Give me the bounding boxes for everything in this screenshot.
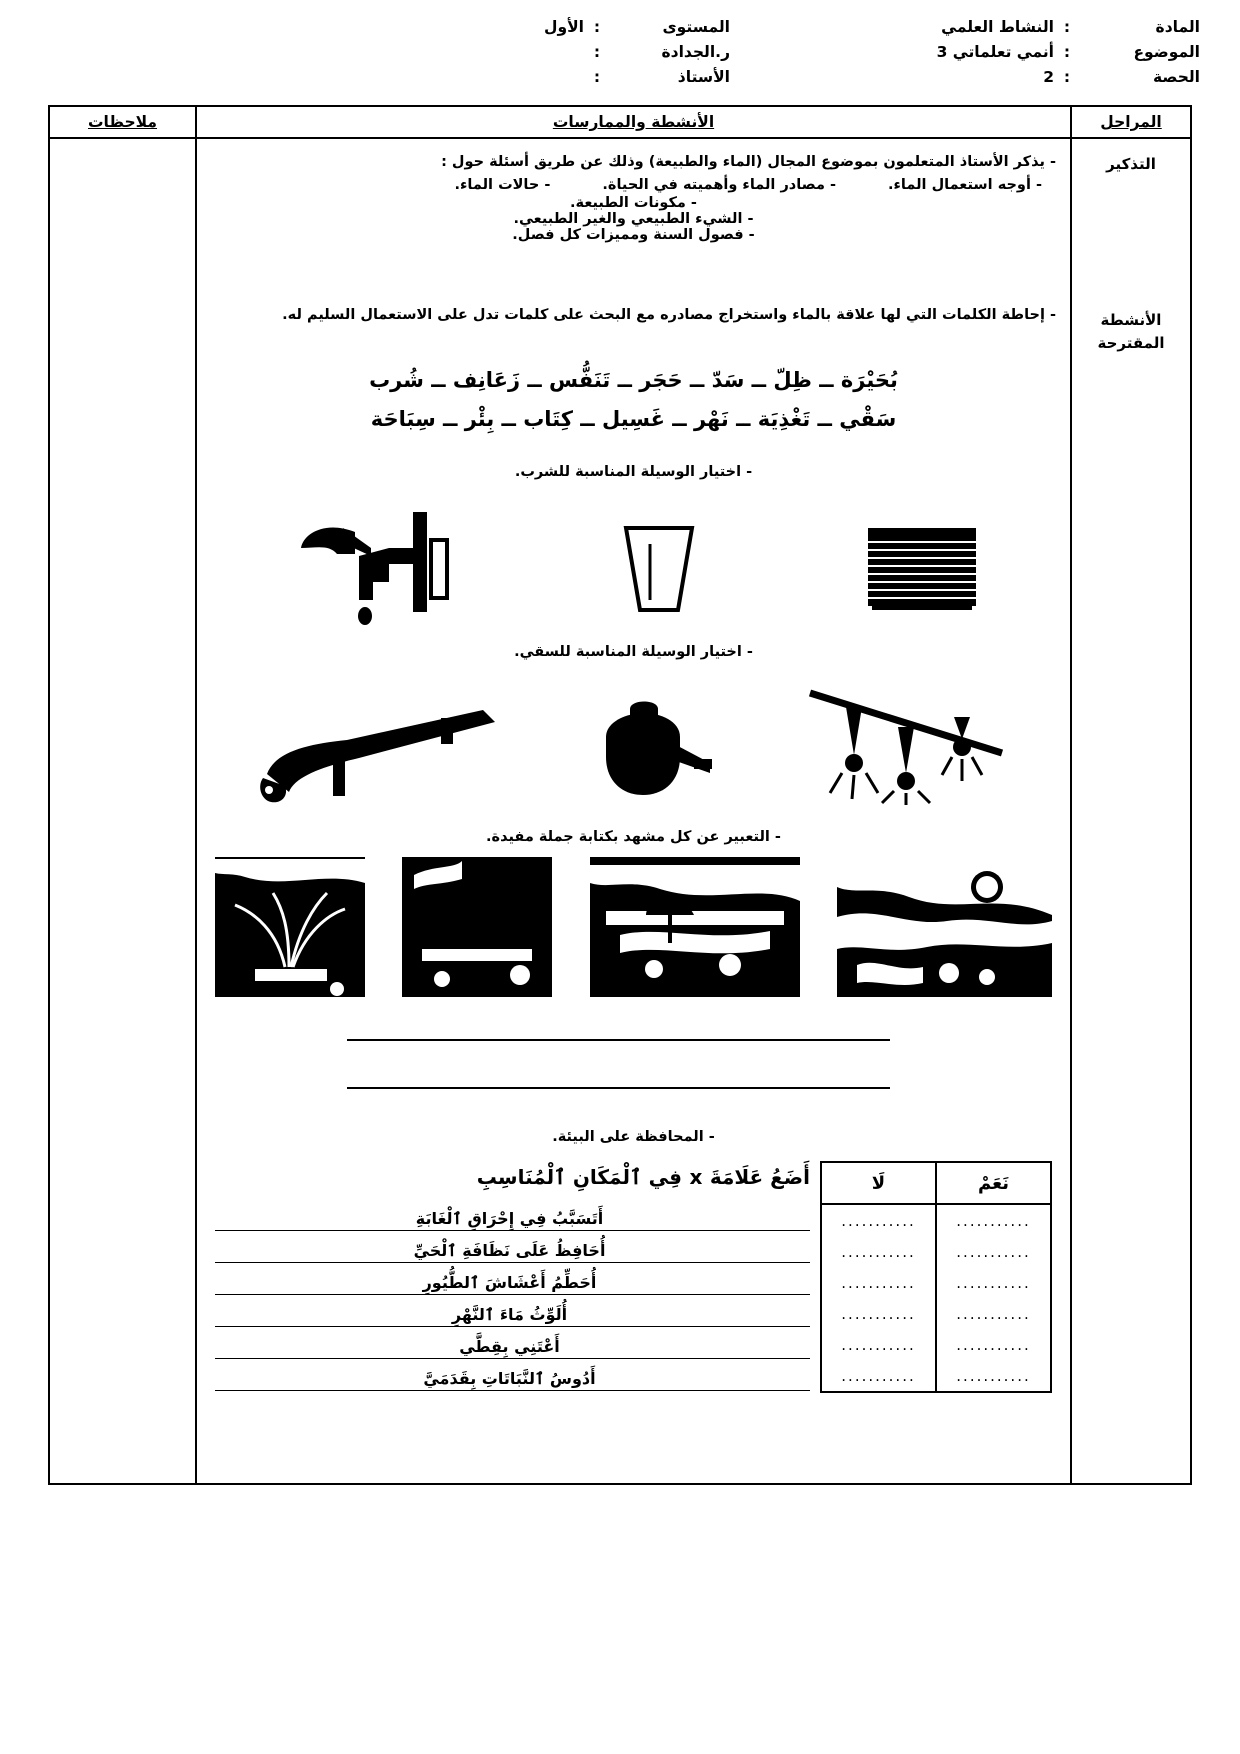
stage-label-activities xyxy=(1072,309,1190,354)
exercise-cell-no[interactable]: ........... xyxy=(841,1335,916,1354)
exercise-cell-yes[interactable]: ........... xyxy=(935,1298,1050,1329)
exercise-container xyxy=(215,1161,1052,1393)
exercise-answer-table xyxy=(820,1161,1052,1393)
stages-column-body xyxy=(1072,139,1190,1483)
recall-bullet-3: - فصول السنة ومميزات كل فصل. xyxy=(512,227,755,244)
irrigation-tools-row xyxy=(211,667,1056,802)
fountain-scene-icon xyxy=(215,857,365,997)
hose-icon xyxy=(255,682,505,802)
activities-column xyxy=(195,107,1070,1483)
header-colon-subject: : xyxy=(1063,18,1071,36)
task2-instruction: - اختيار الوسيلة المناسبة للشرب. xyxy=(514,464,753,480)
exercise-table-row xyxy=(822,1329,1050,1360)
basket-icon xyxy=(862,514,982,624)
stage-label-activities-line1: الأنشطة xyxy=(1100,311,1162,329)
exercise-cell-no[interactable]: ........... xyxy=(841,1366,916,1385)
exercise-header-no: لَا xyxy=(871,1172,886,1194)
scenes-row xyxy=(215,857,1052,997)
exercise-table-head xyxy=(822,1163,1050,1205)
statement-row xyxy=(215,1199,810,1231)
header-value-level: الأول xyxy=(544,18,584,36)
statement-row xyxy=(215,1327,810,1359)
exercise-statements xyxy=(215,1161,810,1391)
watering-can-icon xyxy=(594,697,714,802)
tree-scene-icon xyxy=(402,857,552,997)
exercise-cell-no[interactable]: ........... xyxy=(841,1273,916,1292)
stages-column xyxy=(1070,107,1190,1483)
exercise-title: أَضَعُ عَلَامَةَ x فِي ٱلْمَكَانِ ٱلْمُنَاسِبِ xyxy=(476,1165,810,1189)
vocabulary-row-2: سَقْي ــ تَغْذِيَة ــ نَهْر ــ غَسِيل ــ كِتَاب ــ بِئْر ــ سِبَاحَة xyxy=(370,406,897,431)
lake-scene-icon xyxy=(837,857,1052,997)
writing-line-1[interactable] xyxy=(347,1039,890,1041)
task4-block xyxy=(211,829,1056,845)
statement-row xyxy=(215,1231,810,1263)
beach-scene-icon xyxy=(590,857,800,997)
recall-intro: - يذكر الأستاذ المتعلمون بموضوع المجال (الماء والطبيعة) وذلك عن طريق أسئلة حول : xyxy=(441,154,1056,170)
exercise-table-row xyxy=(822,1298,1050,1329)
drink-tools-picrow xyxy=(211,489,1056,624)
header-colon-teacher: : xyxy=(593,68,601,86)
activities-column-body xyxy=(197,139,1070,1483)
exercise-cell-yes[interactable]: ........... xyxy=(935,1267,1050,1298)
task5-instruction: - المحافظة على البيئة. xyxy=(552,1129,715,1145)
header-colon-sheet-number: : xyxy=(593,43,601,61)
header-value-topic: أنمي تعلماتي 3 xyxy=(936,43,1054,61)
exercise-table-row xyxy=(822,1205,1050,1236)
stage-label-activities-line2: المقترحة xyxy=(1097,333,1165,352)
task3-block xyxy=(211,644,1056,660)
header-row-sheet-number xyxy=(330,43,730,61)
header-label-subject: المادة xyxy=(1155,18,1200,36)
recall-item-sources: - مصادر الماء وأهميته في الحياة. xyxy=(602,177,837,194)
header-label-topic: الموضوع xyxy=(1133,43,1200,61)
exercise-cell-yes[interactable]: ........... xyxy=(935,1360,1050,1391)
statement-text: أَتَسَبَّبُ فِي إِحْرَاقِ ٱلْغَابَةِ xyxy=(415,1209,604,1228)
recall-bullet-2: - الشيء الطبيعي والغير الطبيعي. xyxy=(513,211,754,228)
exercise-cell-yes[interactable]: ........... xyxy=(935,1329,1050,1360)
writing-rule-1 xyxy=(347,1039,890,1041)
header-label-teacher: الأستاذ xyxy=(677,68,730,86)
recall-block xyxy=(211,151,1056,243)
writing-line-2[interactable] xyxy=(347,1087,890,1089)
statement-row xyxy=(215,1263,810,1295)
drink-tools-row xyxy=(211,489,1056,624)
cup-icon xyxy=(604,514,714,624)
notes-column-header: ملاحظات xyxy=(50,107,195,139)
header-label-session: الحصة xyxy=(1153,68,1200,86)
task2-block xyxy=(211,464,1056,480)
header-value-subject: النشاط العلمي xyxy=(941,18,1054,36)
recall-inline-row xyxy=(211,177,1056,193)
header-row-session xyxy=(730,68,1200,86)
statement-text: أُحَافِظُ عَلَى نَظَافَةِ ٱلْحَيِّ xyxy=(413,1241,606,1260)
exercise-cell-yes[interactable]: ........... xyxy=(935,1205,1050,1236)
task1-block xyxy=(211,304,1056,327)
notes-column-body[interactable] xyxy=(50,139,195,1483)
irrigation-tools-picrow xyxy=(211,667,1056,802)
lesson-plan-table xyxy=(48,105,1192,1485)
recall-item-uses: - أوجه استعمال الماء. xyxy=(888,177,1042,194)
stage-label-recall: التذكير xyxy=(1106,155,1156,173)
statement-text: أُحَطِّمُ أَعْشَاشَ ٱلطُّيُورِ xyxy=(422,1273,597,1292)
exercise-header-yes: نَعَمْ xyxy=(935,1163,1050,1203)
statement-text: أَعْتَنِي بِقِطَّي xyxy=(459,1337,560,1356)
statement-row xyxy=(215,1295,810,1327)
exercise-table-row xyxy=(822,1236,1050,1267)
water-tap-icon xyxy=(285,504,455,624)
vocabulary-block xyxy=(211,361,1056,439)
sprinkler-icon xyxy=(802,677,1012,802)
header-row-topic xyxy=(730,43,1200,61)
document-header xyxy=(40,18,1200,86)
exercise-table-row xyxy=(822,1267,1050,1298)
recall-item-states: - حالات الماء. xyxy=(454,177,551,194)
header-label-sheet-number: ر.الجدادة xyxy=(661,43,730,61)
header-colon-topic: : xyxy=(1063,43,1071,61)
writing-rule-2 xyxy=(347,1087,890,1089)
statement-text: أَدُوسُ ٱلنَّبَاتَاتِ بِقَدَمَيَّ xyxy=(423,1369,596,1388)
vocabulary-row-1: بُحَيْرَة ــ ظِلّ ــ سَدّ ــ حَجَر ــ تَنَفُّس ــ زَعَانِف ــ شُرب xyxy=(369,368,898,392)
header-label-level: المستوى xyxy=(662,18,730,36)
header-colon-session: : xyxy=(1063,68,1071,86)
exercise-cell-yes[interactable]: ........... xyxy=(935,1236,1050,1267)
header-row-level xyxy=(330,18,730,36)
exercise-table-row xyxy=(822,1360,1050,1391)
scenes-container xyxy=(215,857,1052,997)
header-row-subject xyxy=(730,18,1200,36)
recall-bullet-1: - مكونات الطبيعة. xyxy=(570,195,697,212)
header-colon-level: : xyxy=(593,18,601,36)
activities-column-header: الأنشطة والممارسات xyxy=(197,107,1070,139)
header-column-left xyxy=(330,18,730,86)
notes-column xyxy=(50,107,195,1483)
exercise-cell-no[interactable]: ........... xyxy=(841,1304,916,1323)
header-column-right xyxy=(730,18,1200,86)
header-value-session: 2 xyxy=(1043,68,1054,86)
statement-row xyxy=(215,1359,810,1391)
exercise-cell-no[interactable]: ........... xyxy=(841,1211,916,1230)
task4-instruction: - التعبير عن كل مشهد بكتابة جملة مفيدة. xyxy=(486,829,781,845)
header-row-teacher xyxy=(330,68,730,86)
exercise-cell-no[interactable]: ........... xyxy=(841,1242,916,1261)
statement-text: أُلَوِّثُ مَاءَ ٱلنَّهْرِ xyxy=(451,1305,568,1324)
task5-block xyxy=(211,1129,1056,1145)
task3-instruction: - اختيار الوسيلة المناسبة للسقي. xyxy=(514,644,753,660)
stages-column-header: المراحل xyxy=(1072,107,1190,139)
environment-exercise xyxy=(215,1161,1052,1393)
task1-instruction: - إحاطة الكلمات التي لها علاقة بالماء واستخراج مصادره مع البحث على كلمات تدل على الاستعمال السليم له. xyxy=(282,307,1056,323)
